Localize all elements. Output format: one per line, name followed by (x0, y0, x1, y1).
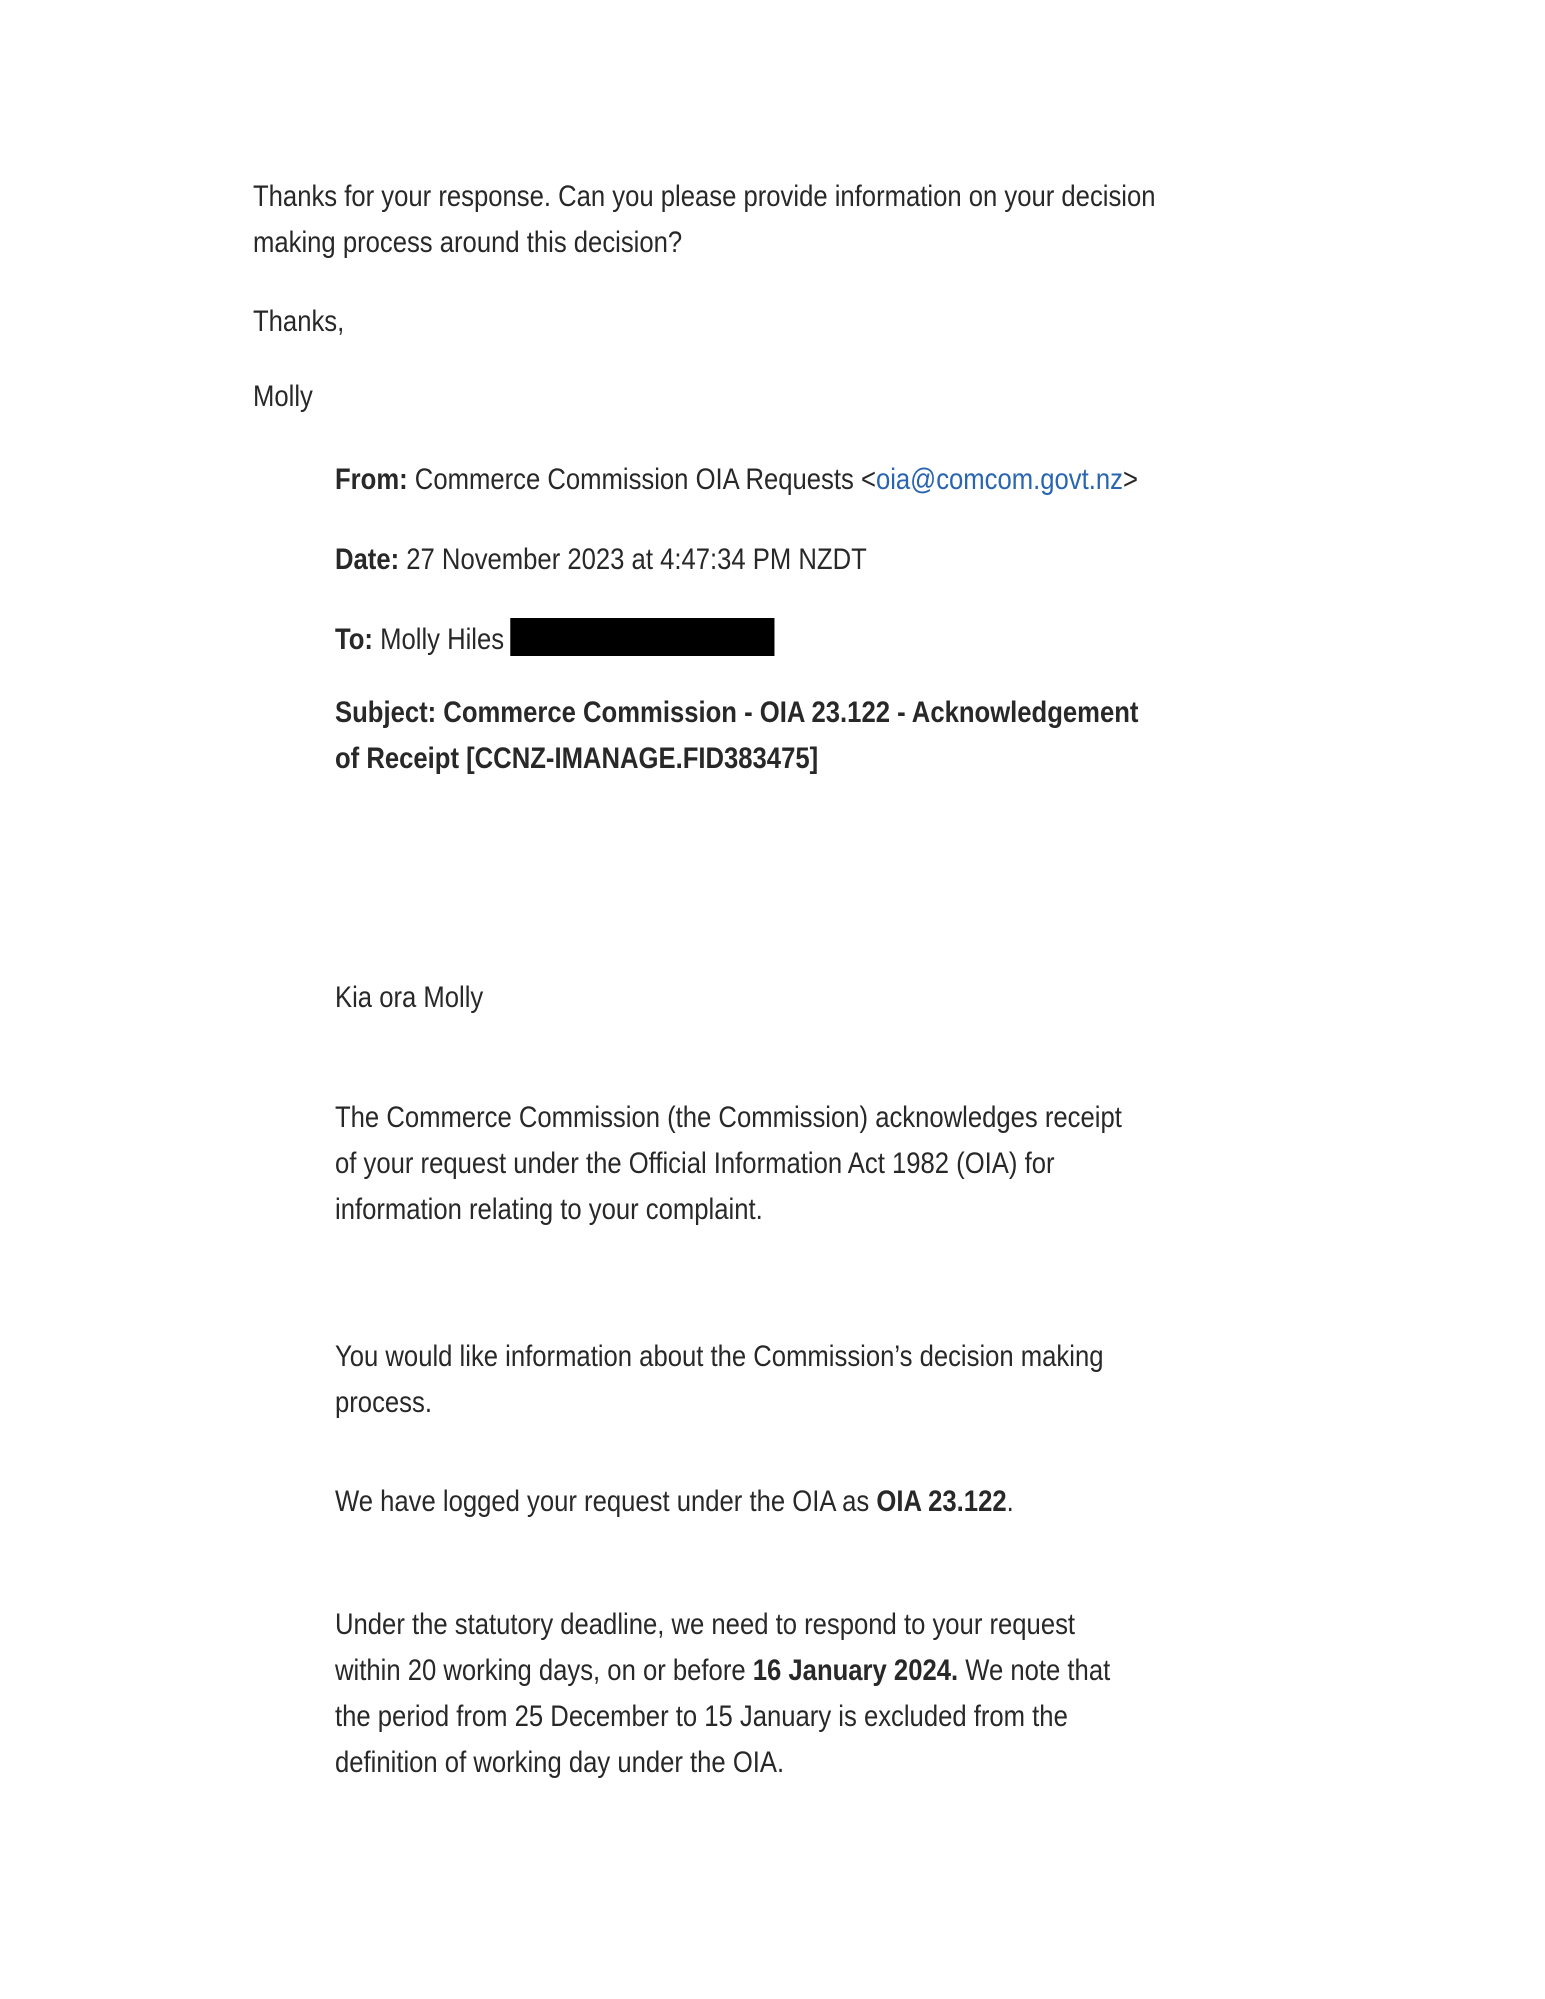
text-line (335, 736, 1138, 782)
date-label: Date: (335, 543, 400, 576)
text-line: Thanks, (253, 305, 345, 338)
logged-prefix: We have logged your request under the OIA as (335, 1485, 877, 1518)
deadline-paragraph (335, 1602, 1110, 1786)
deadline-prefix: within 20 working days, on or before (335, 1654, 753, 1687)
to-value: Molly Hiles (372, 623, 505, 656)
text-line (335, 617, 774, 663)
text-line: making process around this decision? (253, 226, 683, 259)
to-label: To: (335, 623, 373, 656)
text-line (335, 1648, 1110, 1694)
text-line (335, 1479, 1014, 1525)
deadline-suffix: We note that (958, 1654, 1111, 1687)
logged-paragraph (335, 1479, 1014, 1525)
subject-line (335, 690, 1138, 782)
from-value: Commerce Commission OIA Requests < (407, 463, 876, 496)
to-line (335, 617, 774, 663)
reply-signoff (253, 299, 344, 345)
text-line: Kia ora Molly (335, 981, 484, 1014)
text-line: information relating to your complaint. (335, 1193, 763, 1226)
from-label: From: (335, 463, 408, 496)
text-line: of your request under the Official Information Act 1982 (OIA) for (335, 1147, 1055, 1180)
from-line (335, 457, 1138, 503)
greeting (335, 975, 483, 1021)
text-line: definition of working day under the OIA. (335, 1746, 785, 1779)
text-line (335, 457, 1138, 503)
reply-paragraph (253, 174, 1156, 266)
deadline-date: 16 January 2024. (752, 1654, 959, 1687)
text-line: Under the statutory deadline, we need to respond to your request (335, 1608, 1076, 1641)
logged-suffix: . (1006, 1485, 1014, 1518)
text-line: Molly (253, 380, 313, 413)
text-line: process. (335, 1386, 432, 1419)
request-paragraph (335, 1334, 1103, 1426)
text-line: The Commerce Commission (the Commission) acknowledges receipt (335, 1101, 1122, 1134)
text-line: You would like information about the Commission’s decision making (335, 1340, 1104, 1373)
reply-signature (253, 374, 313, 420)
from-suffix: > (1122, 463, 1138, 496)
text-line: Thanks for your response. Can you please provide information on your decision (253, 180, 1156, 213)
date-value: 27 November 2023 at 4:47:34 PM NZDT (399, 543, 867, 576)
text-line (335, 537, 867, 583)
sender-email-link[interactable]: oia@comcom.govt.nz (875, 463, 1123, 496)
subject-text: of Receipt [CCNZ-IMANAGE.FID383475] (335, 742, 819, 775)
date-line (335, 537, 867, 583)
text-line: the period from 25 December to 15 January is excluded from the (335, 1700, 1068, 1733)
subject-text: Subject: Commerce Commission - OIA 23.122 - Acknowledgement (335, 696, 1139, 729)
text-line (335, 690, 1138, 736)
redaction-bar (510, 618, 774, 656)
oia-reference: OIA 23.122 (876, 1485, 1007, 1518)
receipt-paragraph (335, 1095, 1122, 1233)
